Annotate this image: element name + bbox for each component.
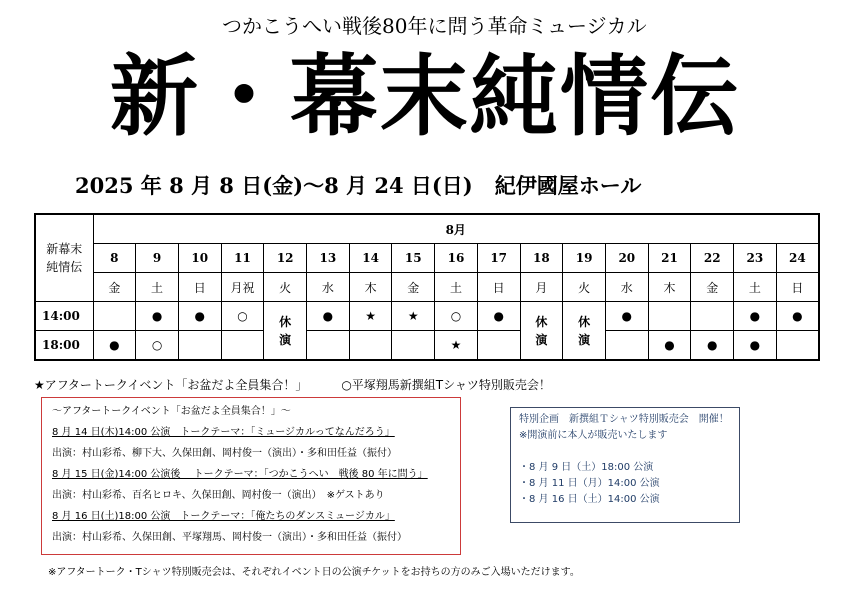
performance-slot: ○ <box>136 331 179 361</box>
performance-slot <box>307 331 350 361</box>
performance-slot: ● <box>93 331 136 361</box>
performance-slot: ○ <box>435 302 478 331</box>
after-talk-heading: 〜アフタートークイベント「お盆だよ全員集合！」〜 <box>52 406 291 417</box>
weekday: 日 <box>178 273 221 302</box>
day-number: 11 <box>221 244 264 273</box>
day-number: 17 <box>477 244 520 273</box>
time-label: 14:00 <box>35 302 93 331</box>
performance-slot: ● <box>734 302 777 331</box>
tshirt-sale-note: ※開演前に本人が販売いたします <box>519 430 668 441</box>
performance-slot <box>392 331 435 361</box>
day-number: 21 <box>648 244 691 273</box>
rest-day: 休 演 <box>264 302 307 361</box>
day-number: 15 <box>392 244 435 273</box>
weekday: 金 <box>93 273 136 302</box>
tshirt-sale-box <box>510 407 740 523</box>
day-number: 20 <box>605 244 648 273</box>
day-number: 18 <box>520 244 563 273</box>
weekday: 木 <box>349 273 392 302</box>
performance-slot: ★ <box>392 302 435 331</box>
performance-slot <box>605 331 648 361</box>
weekday: 火 <box>264 273 307 302</box>
weekday: 土 <box>435 273 478 302</box>
performance-slot <box>477 331 520 361</box>
day-number: 8 <box>93 244 136 273</box>
performance-slot <box>691 302 734 331</box>
performance-slot: ● <box>178 302 221 331</box>
talk-event-date: 8 月 14 日(木)14:00 公演 トークテーマ：「ミュージカルってなんだろう」 <box>52 427 395 438</box>
day-number: 22 <box>691 244 734 273</box>
weekday: 火 <box>563 273 606 302</box>
talk-event-cast: 出演：村山彩希、柳下大、久保田創、岡村俊一（演出）・多和田任益（振付） <box>52 448 397 459</box>
performance-slot: ● <box>691 331 734 361</box>
performance-dates <box>75 170 715 200</box>
tshirt-sale-title: 特別企画 新撰組Ｔシャツ特別販売会 開催！ <box>519 414 729 425</box>
performance-slot: ● <box>605 302 648 331</box>
performance-slot: ○ <box>221 302 264 331</box>
legend-tshirt: ○平塚翔馬新撰組Tシャツ特別販売会！ <box>341 378 551 392</box>
performance-slot: ● <box>136 302 179 331</box>
rest-day: 休 演 <box>563 302 606 361</box>
performance-slot: ● <box>734 331 777 361</box>
performance-slot: ● <box>307 302 350 331</box>
weekday: 水 <box>605 273 648 302</box>
performance-slot: ● <box>776 302 819 331</box>
day-number: 12 <box>264 244 307 273</box>
talk-event-date: 8 月 16 日(土)18:00 公演 トークテーマ：「俺たちのダンスミュージカル」 <box>52 511 395 522</box>
talk-event-date: 8 月 15 日(金)14:00 公演後 トークテーマ：「つかこうへい 戦後 80 年に問う」 <box>52 469 428 480</box>
weekday: 土 <box>136 273 179 302</box>
day-number: 14 <box>349 244 392 273</box>
legend-after-talk: ★アフタートークイベント「お盆だよ全員集合！」 <box>34 378 308 392</box>
performance-slot: ★ <box>435 331 478 361</box>
after-talk-box <box>41 397 461 555</box>
performance-slot: ● <box>648 331 691 361</box>
day-number: 13 <box>307 244 350 273</box>
date-range: 2025 年 8 月 8 日(金)〜8 月 24 日(日) <box>75 173 473 198</box>
weekday: 月祝 <box>221 273 264 302</box>
schedule-table <box>34 213 820 361</box>
weekday: 日 <box>776 273 819 302</box>
venue: 紀伊國屋ホール <box>494 173 642 198</box>
performance-slot <box>648 302 691 331</box>
performance-slot: ● <box>477 302 520 331</box>
performance-slot: ★ <box>349 302 392 331</box>
day-number: 9 <box>136 244 179 273</box>
main-title: 新・幕末純情伝 <box>109 45 740 148</box>
tshirt-sale-date: ・8 月 9 日（土）18:00 公演 <box>519 462 654 473</box>
talk-event-cast: 出演：村山彩希、久保田創、平塚翔馬、岡村俊一（演出）・多和田任益（振付） <box>52 532 407 543</box>
footnote: ※アフタートーク・Tシャツ特別販売会は、それぞれイベント日の公演チケットをお持ちの方のみご入場いただけます。 <box>48 567 580 578</box>
rest-day: 休 演 <box>520 302 563 361</box>
weekday: 日 <box>477 273 520 302</box>
weekday: 土 <box>734 273 777 302</box>
time-label: 18:00 <box>35 331 93 361</box>
table-row-header: 新幕末 純情伝 <box>35 214 93 302</box>
day-number: 24 <box>776 244 819 273</box>
weekday: 金 <box>691 273 734 302</box>
weekday: 水 <box>307 273 350 302</box>
day-number: 23 <box>734 244 777 273</box>
performance-slot <box>178 331 221 361</box>
weekday: 木 <box>648 273 691 302</box>
day-number: 16 <box>435 244 478 273</box>
subtitle: つかこうへい戦後80年に問う革命ミュージカル <box>222 14 647 38</box>
weekday: 月 <box>520 273 563 302</box>
performance-slot <box>93 302 136 331</box>
weekday: 金 <box>392 273 435 302</box>
tshirt-sale-date: ・8 月 11 日（月）14:00 公演 <box>519 478 660 489</box>
talk-event-cast: 出演：村山彩希、百名ヒロキ、久保田創、岡村俊一（演出） ※ゲストあり <box>52 490 385 501</box>
performance-slot <box>349 331 392 361</box>
day-number: 19 <box>563 244 606 273</box>
legend <box>34 376 551 393</box>
day-number: 10 <box>178 244 221 273</box>
performance-slot <box>221 331 264 361</box>
month-header: 8月 <box>93 214 819 244</box>
tshirt-sale-date: ・8 月 16 日（土）14:00 公演 <box>519 494 660 505</box>
performance-slot <box>776 331 819 361</box>
